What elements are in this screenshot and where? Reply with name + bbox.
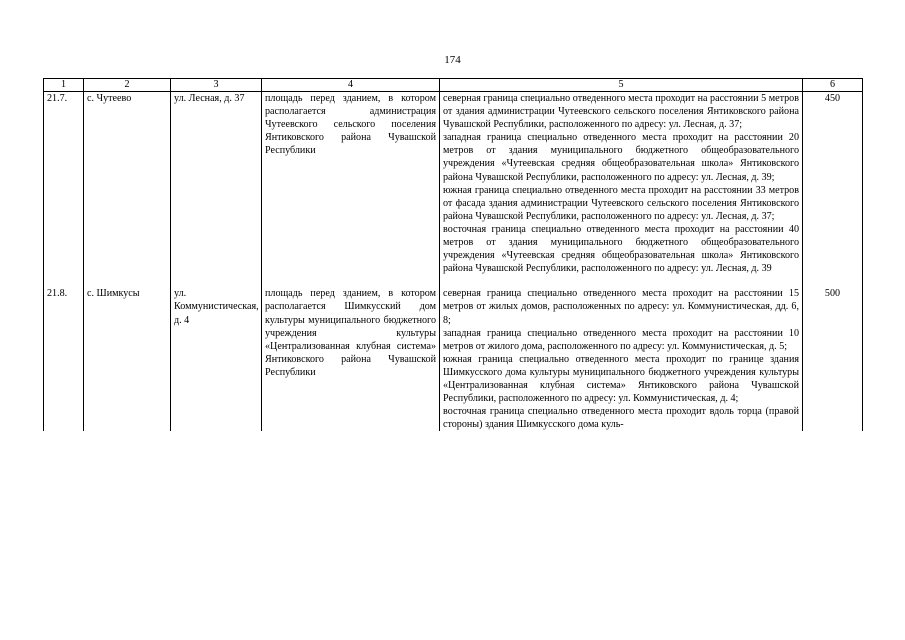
locations-table [43,78,863,431]
header-cell: 2 [84,79,171,92]
value-cell: 450 [803,92,863,276]
table-row [44,92,863,276]
page-number: 174 [444,54,461,66]
boundary-north: северная граница специально отведенного места проходит на расстоянии 15 метров от жилых домов, расположенных по адресу: ул. Коммунистическая, дд. 6, 8; [443,288,799,326]
settlement-cell: с. Чутеево [84,92,171,276]
address-cell: ул. Лесная, д. 37 [171,92,262,276]
header-cell: 6 [803,79,863,92]
boundary-south: южная граница специально отведенного места проходит на расстоянии 33 метров от фасада здания администрации Чутеевского сельского поселения Янтиковского района Чувашской Республики, расположенного по адресу: ул. Лесная, д. 37; [443,184,799,222]
address-cell: ул. Коммунистическая, д. 4 [171,287,262,431]
value-cell: 500 [803,287,863,431]
header-cell: 4 [262,79,440,92]
header-cell: 1 [44,79,84,92]
boundary-north: северная граница специально отведенного места проходит на расстоянии 5 метров от здания администрации Чутеевского сельского поселения Янтиковского района Чувашской Республики, расположенного по адресу: ул. Лесная, д. 37; [443,93,799,131]
boundaries-cell [440,92,803,276]
boundaries-cell [440,287,803,431]
table-row [44,287,863,431]
row-number: 21.8. [44,287,84,431]
boundary-west: западная граница специально отведенного места проходит на расстоянии 10 метров от жилого дома, расположенного по адресу: ул. Коммунистическая, д. 5; [443,327,799,352]
boundary-west: западная граница специально отведенного места проходит на расстоянии 20 метров от здания муниципального бюджетного общеобразовательного учреждения «Чутеевская средняя общеобразовательная школа» Янтиковского района Чувашской Республики, расположенного по адресу: ул. Лесная, д. 39; [443,132,799,183]
place-cell: площадь перед зданием, в котором располагается администрация Чутеевского сельского поселения Янтиковского района Чувашской Республики [262,92,440,276]
boundary-south: южная граница специально отведенного места проходит по границе здания Шимкусского дома культуры муниципального бюджетного учреждения культуры «Централизованная клубная система» Янтиковского района Чувашской Республики, расположенного по адресу: ул. Коммунистическая, д. 4; [443,353,799,405]
boundary-east: восточная граница специально отведенного места проходит вдоль торца (правой стороны) здания Шимкусского дома куль- [443,406,799,431]
place-cell: площадь перед зданием, в котором располагается Шимкусский дом культуры муниципального бюджетного учреждения культуры «Централизованная клубная система» Янтиковского района Чувашской Республики [262,287,440,431]
header-cell: 3 [171,79,262,92]
settlement-cell: с. Шимкусы [84,287,171,431]
boundary-east: восточная граница специально отведенного места проходит на расстоянии 40 метров от здания муниципального бюджетного общеобразовательного учреждения «Чутеевская средняя общеобразовательная школа» Янтиковского района Чувашской Республики, расположенного по адресу: ул. Лесная, д. 39 [443,223,799,275]
header-cell: 5 [440,79,803,92]
table-header-row [44,79,863,92]
row-number: 21.7. [44,92,84,276]
row-spacer [44,275,863,287]
